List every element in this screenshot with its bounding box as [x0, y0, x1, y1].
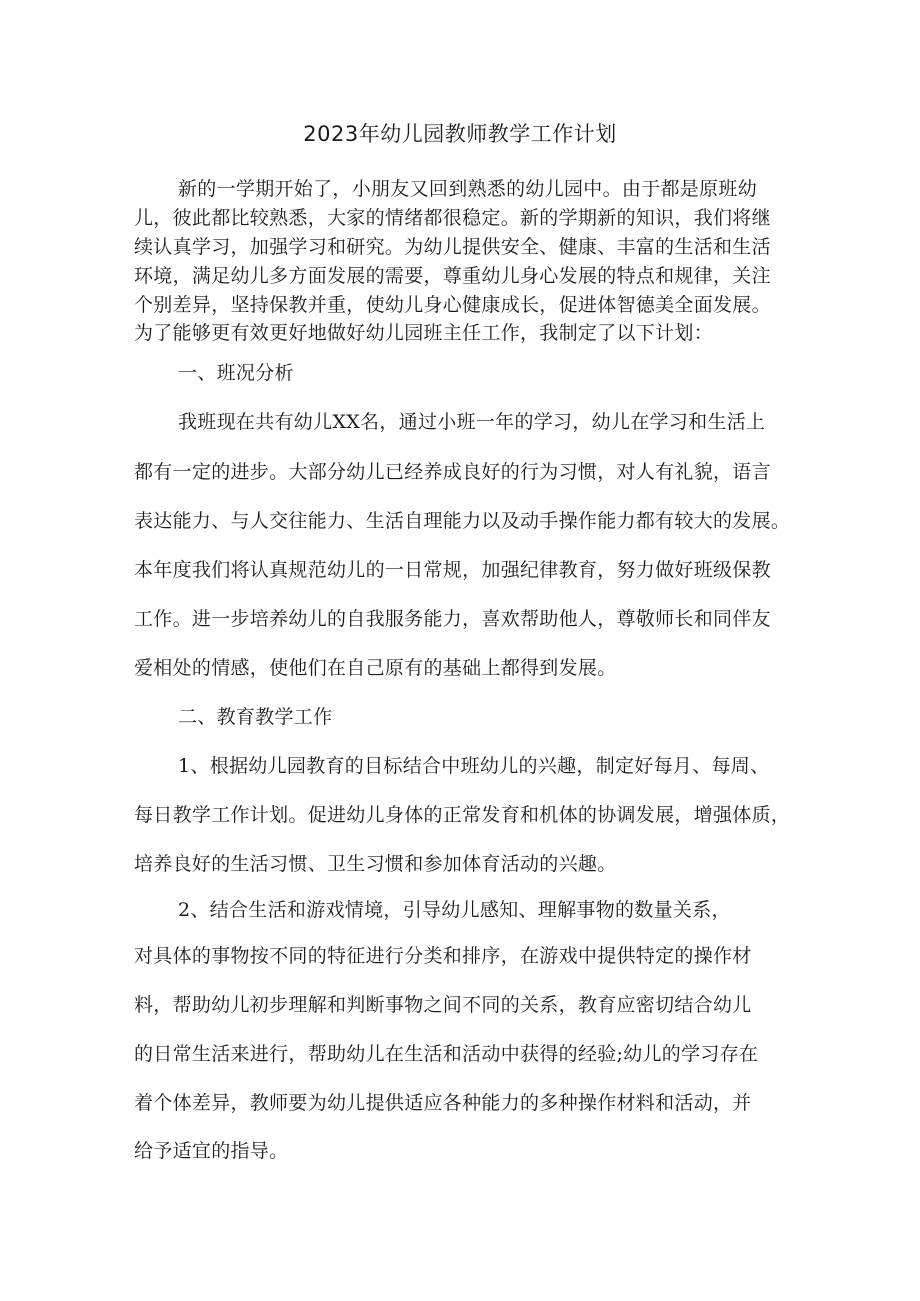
- section1-line: 表达能力、与人交往能力、生活自理能力以及动手操作能力都有较大的发展。: [134, 510, 791, 532]
- section2-item1-line: 1、根据幼儿园教育的目标结合中班幼儿的兴趣，制定好每月、每周、: [178, 755, 770, 777]
- intro-line: 个别差异，坚持保教并重，使幼儿身心健康成长，促进体智德美全面发展。: [134, 294, 771, 316]
- section2-item1-line: 培养良好的生活习惯、卫生习惯和参加体育活动的兴趣。: [134, 853, 617, 875]
- section2-item2-line: 料，帮助幼儿初步理解和判断事物之间不同的关系，教育应密切结合幼儿: [134, 994, 752, 1016]
- document-title: 2023年幼儿园教师教学工作计划: [303, 122, 617, 146]
- intro-line: 为了能够更有效更好地做好幼儿园班主任工作，我制定了以下计划：: [134, 322, 714, 344]
- section1-line: 本年度我们将认真规范幼儿的一日常规，加强纪律教育，努力做好班级保教: [134, 559, 771, 581]
- section2-item2-line: 给予适宜的指导。: [134, 1140, 289, 1162]
- section2-item2-line: 对具体的事物按不同的特征进行分类和排序，在游戏中提供特定的操作材: [134, 945, 752, 967]
- intro-line: 环境，满足幼儿多方面发展的需要，尊重幼儿身心发展的特点和规律，关注: [134, 265, 771, 287]
- section2-item2-line: 着个体差异，教师要为幼儿提供适应各种能力的多种操作材料和活动，并: [134, 1092, 752, 1114]
- section1-line: 工作。进一步培养幼儿的自我服务能力，喜欢帮助他人，尊敬师长和同伴友: [134, 608, 771, 630]
- section2-item1-line: 每日教学工作计划。促进幼儿身体的正常发育和机体的协调发展，增强体质，: [134, 804, 791, 826]
- intro-line: 新的一学期开始了，小朋友又回到熟悉的幼儿园中。由于都是原班幼: [178, 178, 758, 200]
- section1-line: 都有一定的进步。大部分幼儿已经养成良好的行为习惯，对人有礼貌，语言: [134, 461, 771, 483]
- intro-line: 儿，彼此都比较熟悉，大家的情绪都很稳定。新的学期新的知识，我们将继: [134, 207, 771, 229]
- section1-line: 爱相处的情感，使他们在自己原有的基础上都得到发展。: [134, 657, 617, 679]
- section-heading: 一、班况分析: [178, 362, 294, 384]
- section2-item2-line: 2、结合生活和游戏情境，引导幼儿感知、理解事物的数量关系，: [178, 899, 731, 921]
- intro-line: 续认真学习，加强学习和研究。为幼儿提供安全、健康、丰富的生活和生活: [134, 236, 771, 258]
- section2-item2-line: 的日常生活来进行，帮助幼儿在生活和活动中获得的经验;幼儿的学习存在: [134, 1043, 759, 1065]
- section-heading: 二、教育教学工作: [178, 706, 333, 728]
- section1-line: 我班现在共有幼儿XX名，通过小班一年的学习，幼儿在学习和生活上: [178, 411, 766, 433]
